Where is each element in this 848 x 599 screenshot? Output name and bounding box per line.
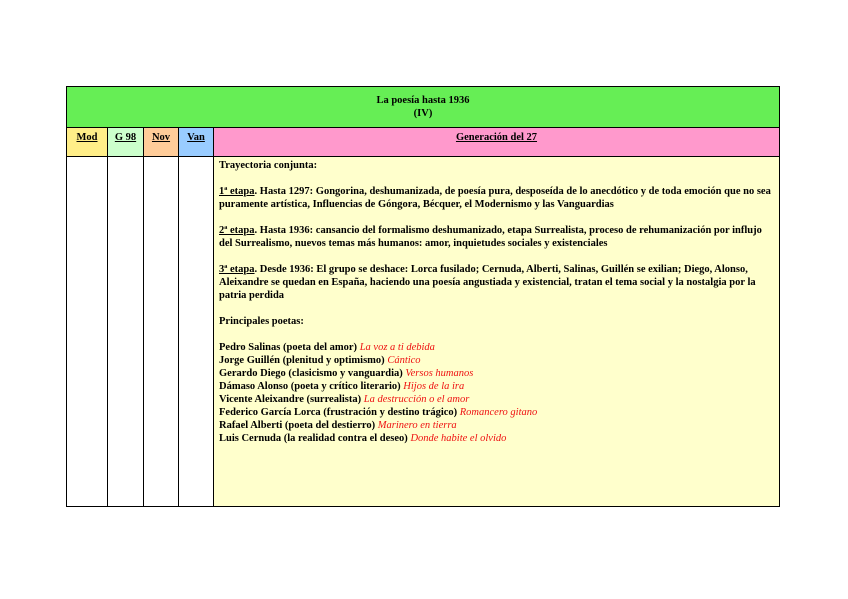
stage-1-label: 1ª etapa xyxy=(219,186,255,197)
poet-work: Marinero en tierra xyxy=(377,420,457,431)
stage-3 xyxy=(219,263,773,302)
poet-item xyxy=(219,419,773,432)
content-generacion-27 xyxy=(214,157,780,507)
stage-1 xyxy=(219,185,773,211)
poet-name: Dámaso Alonso (poeta y crítico literario) xyxy=(219,381,401,392)
header-nov: Nov xyxy=(144,128,179,157)
title-line-2: (IV) xyxy=(413,108,433,119)
header-mod: Mod xyxy=(67,128,108,157)
poet-work: Versos humanos xyxy=(405,368,474,379)
poets-list xyxy=(219,341,773,445)
poet-item xyxy=(219,341,773,354)
intro-text: Trayectoria conjunta: xyxy=(219,160,318,171)
poet-item xyxy=(219,380,773,393)
poet-item xyxy=(219,354,773,367)
table-title xyxy=(67,87,780,128)
poet-item xyxy=(219,432,773,445)
poet-name: Jorge Guillén (plenitud y optimismo) xyxy=(219,355,385,366)
poet-work: La destrucción o el amor xyxy=(363,394,470,405)
poet-name: Luis Cernuda (la realidad contra el deseo) xyxy=(219,433,408,444)
stage-2-text: . Hasta 1936: cansancio del formalismo deshumanizado, etapa Surrealista, proceso de rehumanización por influjo del Surrealismo, nuevos temas más humanos: amor, inquietudes sociales y existenciales xyxy=(219,225,762,249)
stage-3-label: 3ª etapa xyxy=(219,264,255,275)
stage-2-label: 2ª etapa xyxy=(219,225,255,236)
cell-g98 xyxy=(108,157,144,507)
poet-name: Federico García Lorca (frustración y destino trágico) xyxy=(219,407,458,418)
poets-heading: Principales poetas: xyxy=(219,316,304,327)
poet-item xyxy=(219,406,773,419)
stage-2 xyxy=(219,224,773,250)
poet-name: Rafael Alberti (poeta del destierro) xyxy=(219,420,376,431)
poet-work: Romancero gitano xyxy=(459,407,538,418)
poet-item xyxy=(219,393,773,406)
poet-name: Gerardo Diego (clasicismo y vanguardia) xyxy=(219,368,403,379)
poet-work: Donde habite el olvido xyxy=(410,433,507,444)
poet-name: Vicente Aleixandre (surrealista) xyxy=(219,394,362,405)
poetry-table xyxy=(66,86,780,507)
poet-name: Pedro Salinas (poeta del amor) xyxy=(219,342,358,353)
stage-1-text: . Hasta 1297: Gongorina, deshumanizada, de poesía pura, desposeída de lo anecdótico y de toda emoción que no sea puramente artística, Influencias de Góngora, Bécquer, el Modernismo y las Vanguardias xyxy=(219,186,771,210)
cell-van xyxy=(179,157,214,507)
header-van: Van xyxy=(179,128,214,157)
poet-item xyxy=(219,367,773,380)
poet-work: Hijos de la ira xyxy=(403,381,465,392)
header-g98: G 98 xyxy=(108,128,144,157)
poet-work: La voz a ti debida xyxy=(359,342,435,353)
poet-work: Cántico xyxy=(387,355,421,366)
cell-mod xyxy=(67,157,108,507)
title-line-1: La poesía hasta 1936 xyxy=(376,95,470,106)
stage-3-text: . Desde 1936: El grupo se deshace: Lorca fusilado; Cernuda, Alberti, Salinas, Guillén se exilian; Diego, Alonso, Aleixandre se quedan en España, haciendo una poesía angustiada y existencial, tratan el tema social y la nostalgia por la patria perdida xyxy=(219,264,756,301)
header-generacion-27: Generación del 27 xyxy=(214,128,780,157)
cell-nov xyxy=(144,157,179,507)
